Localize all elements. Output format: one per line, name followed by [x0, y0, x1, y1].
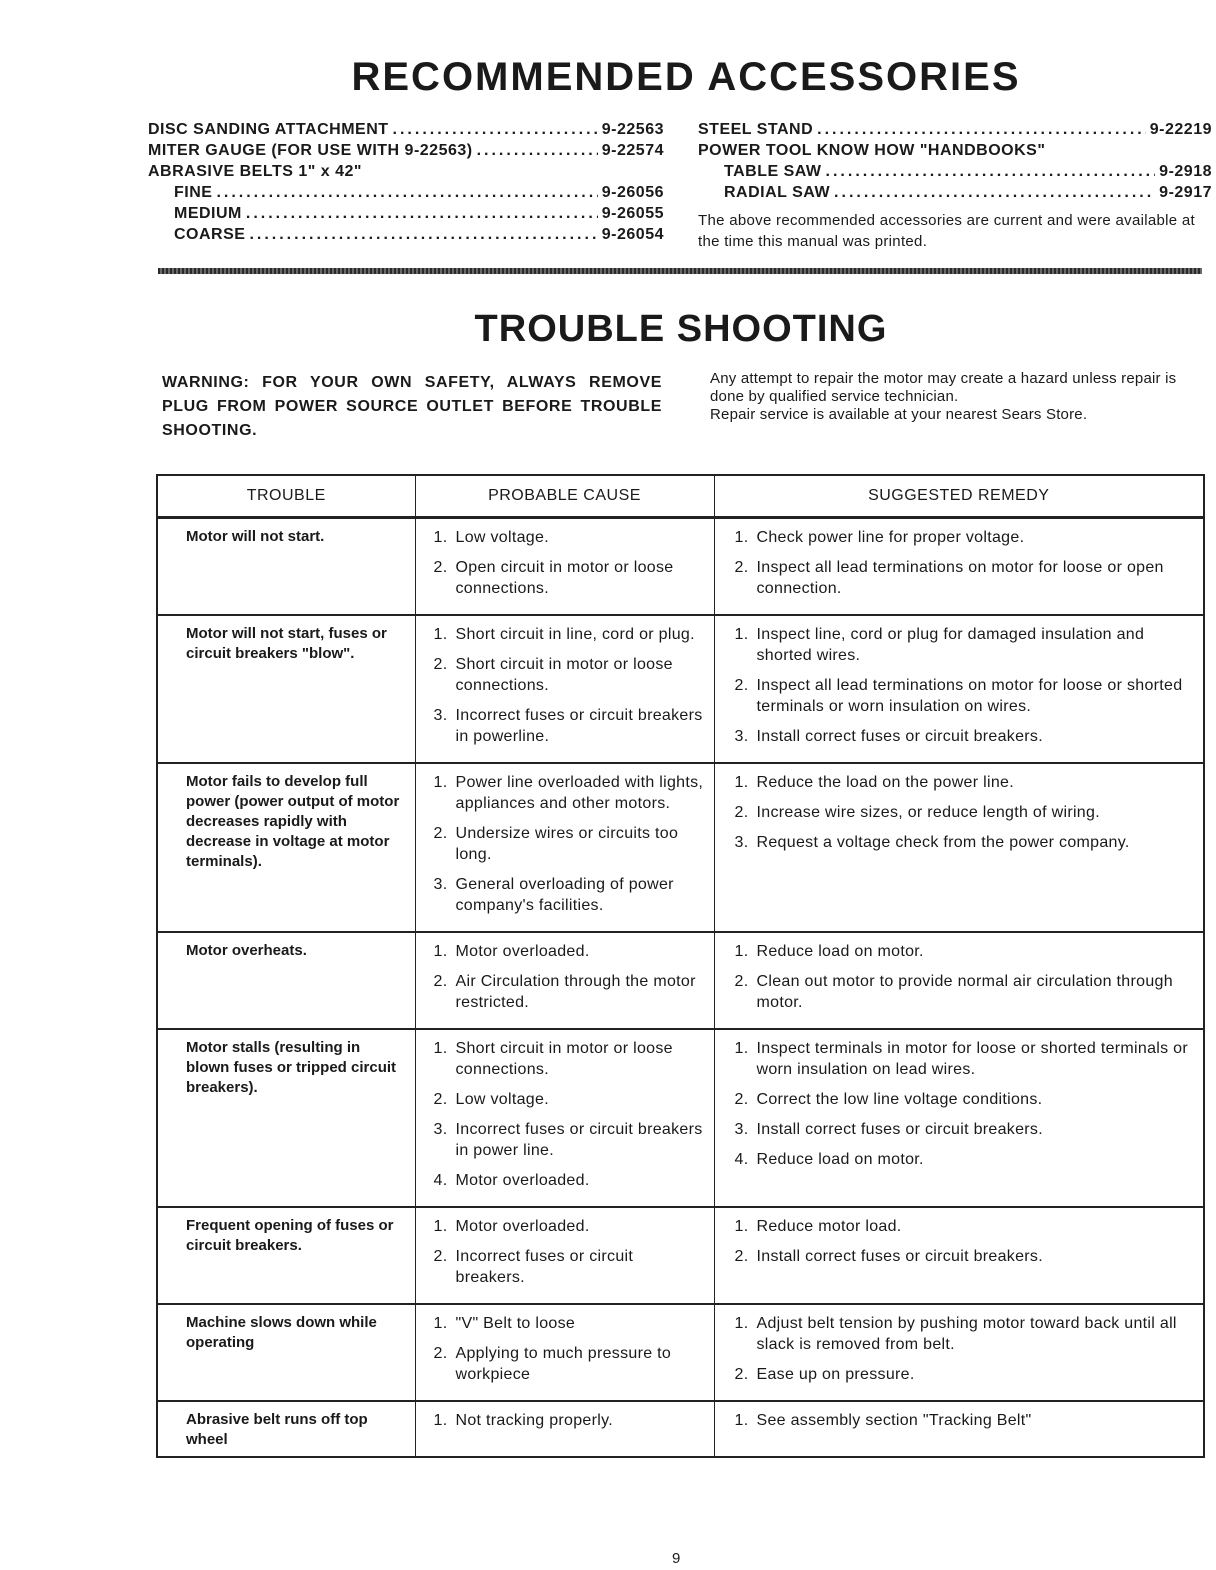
remedy-cell — [714, 518, 1204, 616]
cause-number: 2. — [433, 973, 448, 990]
cause-item — [434, 1089, 704, 1110]
cause-cell — [415, 1207, 714, 1304]
cause-item — [434, 1170, 704, 1191]
repair-note — [710, 370, 1212, 424]
part-number: 9-26056 — [601, 184, 664, 201]
remedy-text: Reduce load on motor. — [756, 1151, 924, 1168]
accessories-right-list — [698, 121, 1212, 205]
remedy-text: Correct the low line voltage conditions. — [756, 1091, 1043, 1108]
remedy-number: 1. — [734, 774, 749, 791]
remedy-item — [735, 1410, 1194, 1431]
cause-number: 1. — [433, 1040, 448, 1057]
table-row — [157, 1207, 1204, 1304]
cause-item — [434, 624, 704, 645]
remedy-cell — [714, 932, 1204, 1029]
trouble-cell: Frequent opening of fuses or circuit breakers. — [157, 1207, 415, 1304]
cause-item — [434, 705, 704, 747]
cause-text: Motor overloaded. — [455, 1172, 590, 1189]
cause-item — [434, 557, 704, 599]
cause-text: Low voltage. — [455, 1091, 549, 1108]
remedy-text: Request a voltage check from the power company. — [756, 834, 1130, 851]
remedy-item — [735, 1216, 1194, 1237]
trouble-cell: Abrasive belt runs off top wheel — [157, 1401, 415, 1457]
cause-number: 1. — [433, 774, 448, 791]
trouble-cell: Motor will not start, fuses or circuit breakers "blow". — [157, 615, 415, 763]
accessory-item — [148, 184, 664, 205]
cause-number: 2. — [433, 1091, 448, 1108]
cause-cell — [415, 1304, 714, 1401]
cause-cell — [415, 763, 714, 932]
cause-number: 3. — [433, 707, 448, 724]
accessories-left-list — [148, 121, 664, 247]
cause-text: Not tracking properly. — [455, 1412, 613, 1429]
accessories-note: The above recommended accessories are current and were available at the time this manual was printed. — [698, 212, 1196, 250]
accessory-label: COARSE — [174, 226, 246, 243]
cause-cell — [415, 1029, 714, 1207]
accessory-label: TABLE SAW — [724, 163, 822, 180]
table-row — [157, 1029, 1204, 1207]
remedy-text: Reduce motor load. — [756, 1218, 902, 1235]
accessory-label: STEEL STAND — [698, 121, 814, 138]
cause-text: Incorrect fuses or circuit breakers in power line. — [455, 1121, 703, 1159]
accessory-label: RADIAL SAW — [724, 184, 831, 201]
remedy-number: 1. — [734, 626, 749, 643]
leader-dots — [216, 184, 597, 202]
remedy-number: 4. — [734, 1151, 749, 1168]
table-row — [157, 1401, 1204, 1457]
remedy-number: 1. — [734, 1412, 749, 1429]
troubleshooting-title: TROUBLE SHOOTING — [474, 308, 888, 350]
cause-text: Power line overloaded with lights, appliances and other motors. — [455, 774, 704, 812]
table-row — [157, 1304, 1204, 1401]
accessory-label: MEDIUM — [174, 205, 242, 222]
accessories-right-column — [698, 121, 1212, 252]
cause-text: Motor overloaded. — [455, 943, 590, 960]
cause-text: Low voltage. — [455, 529, 549, 546]
cause-number: 2. — [433, 1248, 448, 1265]
remedy-item — [735, 557, 1194, 599]
table-row — [157, 763, 1204, 932]
remedy-text: Install correct fuses or circuit breakers. — [756, 1248, 1043, 1265]
leader-dots — [477, 142, 598, 160]
remedy-cell — [714, 1304, 1204, 1401]
remedy-item — [735, 1038, 1194, 1080]
remedy-text: Inspect all lead terminations on motor for loose or shorted terminals or worn insulation on wires. — [756, 677, 1183, 715]
cause-cell — [415, 615, 714, 763]
remedy-text: Check power line for proper voltage. — [756, 529, 1025, 546]
table-row — [157, 615, 1204, 763]
accessory-item — [148, 121, 664, 142]
remedy-number: 3. — [734, 1121, 749, 1138]
remedy-item — [735, 832, 1194, 853]
remedy-number: 2. — [734, 1366, 749, 1383]
cause-item — [434, 1410, 704, 1431]
remedy-text: Install correct fuses or circuit breakers. — [756, 728, 1043, 745]
repair-note-hazard: Any attempt to repair the motor may create a hazard unless repair is done by qualified service technician. — [710, 370, 1177, 405]
table-row — [157, 518, 1204, 616]
remedy-item — [735, 772, 1194, 793]
remedy-number: 1. — [734, 529, 749, 546]
accessory-item — [698, 163, 1212, 184]
remedy-item — [735, 527, 1194, 548]
accessory-label: DISC SANDING ATTACHMENT — [148, 121, 389, 138]
remedy-text: See assembly section "Tracking Belt" — [756, 1412, 1032, 1429]
cause-item — [434, 772, 704, 814]
safety-warning: WARNING: FOR YOUR OWN SAFETY, ALWAYS REMOVE PLUG FROM POWER SOURCE OUTLET BEFORE TROUBLE SHOOTING. — [162, 374, 662, 439]
remedy-number: 2. — [734, 804, 749, 821]
cause-number: 2. — [433, 559, 448, 576]
leader-dots — [834, 184, 1155, 202]
accessory-label: MITER GAUGE (FOR USE WITH 9-22563) — [148, 142, 473, 159]
cause-number: 2. — [433, 825, 448, 842]
remedy-number: 2. — [734, 1248, 749, 1265]
remedy-number: 1. — [734, 943, 749, 960]
part-number: 9-22219 — [1149, 121, 1212, 138]
remedy-item — [735, 1119, 1194, 1140]
cause-item — [434, 1038, 704, 1080]
remedy-item — [735, 1246, 1194, 1267]
cause-cell — [415, 518, 714, 616]
accessory-item — [148, 205, 664, 226]
cause-number: 4. — [433, 1172, 448, 1189]
cause-number: 1. — [433, 943, 448, 960]
cause-text: Short circuit in line, cord or plug. — [455, 626, 695, 643]
cause-text: Applying to much pressure to workpiece — [455, 1345, 672, 1383]
remedy-text: Ease up on pressure. — [756, 1366, 915, 1383]
remedy-cell — [714, 1401, 1204, 1457]
section-divider — [158, 268, 1202, 274]
cause-text: Undersize wires or circuits too long. — [455, 825, 679, 863]
cause-text: Short circuit in motor or loose connections. — [455, 656, 673, 694]
remedy-item — [735, 941, 1194, 962]
cause-item — [434, 874, 704, 916]
remedy-cell — [714, 763, 1204, 932]
cause-number: 2. — [433, 1345, 448, 1362]
remedy-text: Reduce load on motor. — [756, 943, 924, 960]
remedy-item — [735, 1364, 1194, 1385]
leader-dots — [393, 121, 598, 139]
header-trouble: TROUBLE — [157, 475, 415, 518]
remedy-item — [735, 1089, 1194, 1110]
remedy-text: Install correct fuses or circuit breakers. — [756, 1121, 1043, 1138]
accessory-item — [148, 226, 664, 247]
accessory-label: FINE — [174, 184, 213, 201]
cause-number: 1. — [433, 1315, 448, 1332]
remedy-text: Increase wire sizes, or reduce length of wiring. — [756, 804, 1100, 821]
cause-number: 1. — [433, 1412, 448, 1429]
cause-number: 3. — [433, 1121, 448, 1138]
leader-dots — [246, 205, 598, 223]
accessory-label: ABRASIVE BELTS 1" x 42" — [148, 163, 362, 180]
cause-cell — [415, 1401, 714, 1457]
remedy-number: 1. — [734, 1040, 749, 1057]
part-number: 9-22574 — [601, 142, 664, 159]
cause-number: 3. — [433, 876, 448, 893]
accessory-item — [148, 142, 664, 163]
remedy-item — [735, 726, 1194, 747]
remedy-item — [735, 624, 1194, 666]
part-number: 9-22563 — [601, 121, 664, 138]
cause-text: Open circuit in motor or loose connections. — [455, 559, 674, 597]
cause-number: 1. — [433, 529, 448, 546]
troubleshooting-table-body — [157, 518, 1204, 1458]
remedy-number: 2. — [734, 1091, 749, 1108]
leader-dots — [817, 121, 1146, 139]
remedy-text: Adjust belt tension by pushing motor toward back until all slack is removed from belt. — [756, 1315, 1177, 1353]
cause-item — [434, 527, 704, 548]
repair-note-service: Repair service is available at your nearest Sears Store. — [710, 406, 1088, 423]
remedy-number: 2. — [734, 677, 749, 694]
remedy-number: 3. — [734, 834, 749, 851]
remedy-number: 2. — [734, 559, 749, 576]
cause-text: General overloading of power company's facilities. — [455, 876, 674, 914]
header-suggested-remedy: SUGGESTED REMEDY — [714, 475, 1204, 518]
cause-text: Short circuit in motor or loose connections. — [455, 1040, 673, 1078]
part-number: 9-26055 — [601, 205, 664, 222]
accessory-item — [698, 121, 1212, 142]
accessory-item — [148, 163, 664, 184]
cause-text: Motor overloaded. — [455, 1218, 590, 1235]
cause-item — [434, 1216, 704, 1237]
cause-text: Incorrect fuses or circuit breakers. — [455, 1248, 634, 1286]
page-number: 9 — [672, 1550, 681, 1567]
accessories-title: RECOMMENDED ACCESSORIES — [351, 55, 1021, 99]
cause-number: 1. — [433, 626, 448, 643]
remedy-item — [735, 1313, 1194, 1355]
trouble-cell: Motor will not start. — [157, 518, 415, 616]
part-number: 9-2917 — [1159, 184, 1212, 201]
cause-item — [434, 941, 704, 962]
remedy-item — [735, 1149, 1194, 1170]
trouble-cell: Motor fails to develop full power (power output of motor decreases rapidly with decrease in voltage at motor terminals). — [157, 763, 415, 932]
cause-text: Incorrect fuses or circuit breakers in powerline. — [455, 707, 703, 745]
remedy-cell — [714, 615, 1204, 763]
remedy-text: Inspect terminals in motor for loose or shorted terminals or worn insulation on lead wires. — [756, 1040, 1188, 1078]
cause-item — [434, 1246, 704, 1288]
cause-item — [434, 654, 704, 696]
remedy-cell — [714, 1207, 1204, 1304]
cause-item — [434, 823, 704, 865]
cause-number: 2. — [433, 656, 448, 673]
remedy-text: Clean out motor to provide normal air circulation through motor. — [756, 973, 1173, 1011]
part-number: 9-26054 — [601, 226, 664, 243]
remedy-item — [735, 971, 1194, 1013]
cause-text: "V" Belt to loose — [455, 1315, 576, 1332]
header-probable-cause: PROBABLE CAUSE — [415, 475, 714, 518]
part-number: 9-2918 — [1159, 163, 1212, 180]
remedy-number: 1. — [734, 1218, 749, 1235]
cause-cell — [415, 932, 714, 1029]
table-header-row — [157, 475, 1204, 518]
leader-dots — [249, 226, 597, 244]
remedy-cell — [714, 1029, 1204, 1207]
remedy-text: Reduce the load on the power line. — [756, 774, 1014, 791]
leader-dots — [826, 163, 1156, 181]
accessory-item — [698, 142, 1212, 163]
cause-item — [434, 971, 704, 1013]
table-row — [157, 932, 1204, 1029]
remedy-text: Inspect line, cord or plug for damaged insulation and shorted wires. — [756, 626, 1145, 664]
trouble-cell: Motor overheats. — [157, 932, 415, 1029]
trouble-cell: Motor stalls (resulting in blown fuses or tripped circuit breakers). — [157, 1029, 415, 1207]
accessory-label: POWER TOOL KNOW HOW "HANDBOOKS" — [698, 142, 1046, 159]
trouble-cell: Machine slows down while operating — [157, 1304, 415, 1401]
cause-item — [434, 1313, 704, 1334]
accessory-item — [698, 184, 1212, 205]
cause-number: 1. — [433, 1218, 448, 1235]
remedy-item — [735, 675, 1194, 717]
cause-item — [434, 1119, 704, 1161]
remedy-number: 2. — [734, 973, 749, 990]
remedy-number: 1. — [734, 1315, 749, 1332]
remedy-item — [735, 802, 1194, 823]
troubleshooting-table — [156, 474, 1205, 1458]
cause-item — [434, 1343, 704, 1385]
remedy-number: 3. — [734, 728, 749, 745]
cause-text: Air Circulation through the motor restricted. — [455, 973, 696, 1011]
remedy-text: Inspect all lead terminations on motor for loose or open connection. — [756, 559, 1164, 597]
